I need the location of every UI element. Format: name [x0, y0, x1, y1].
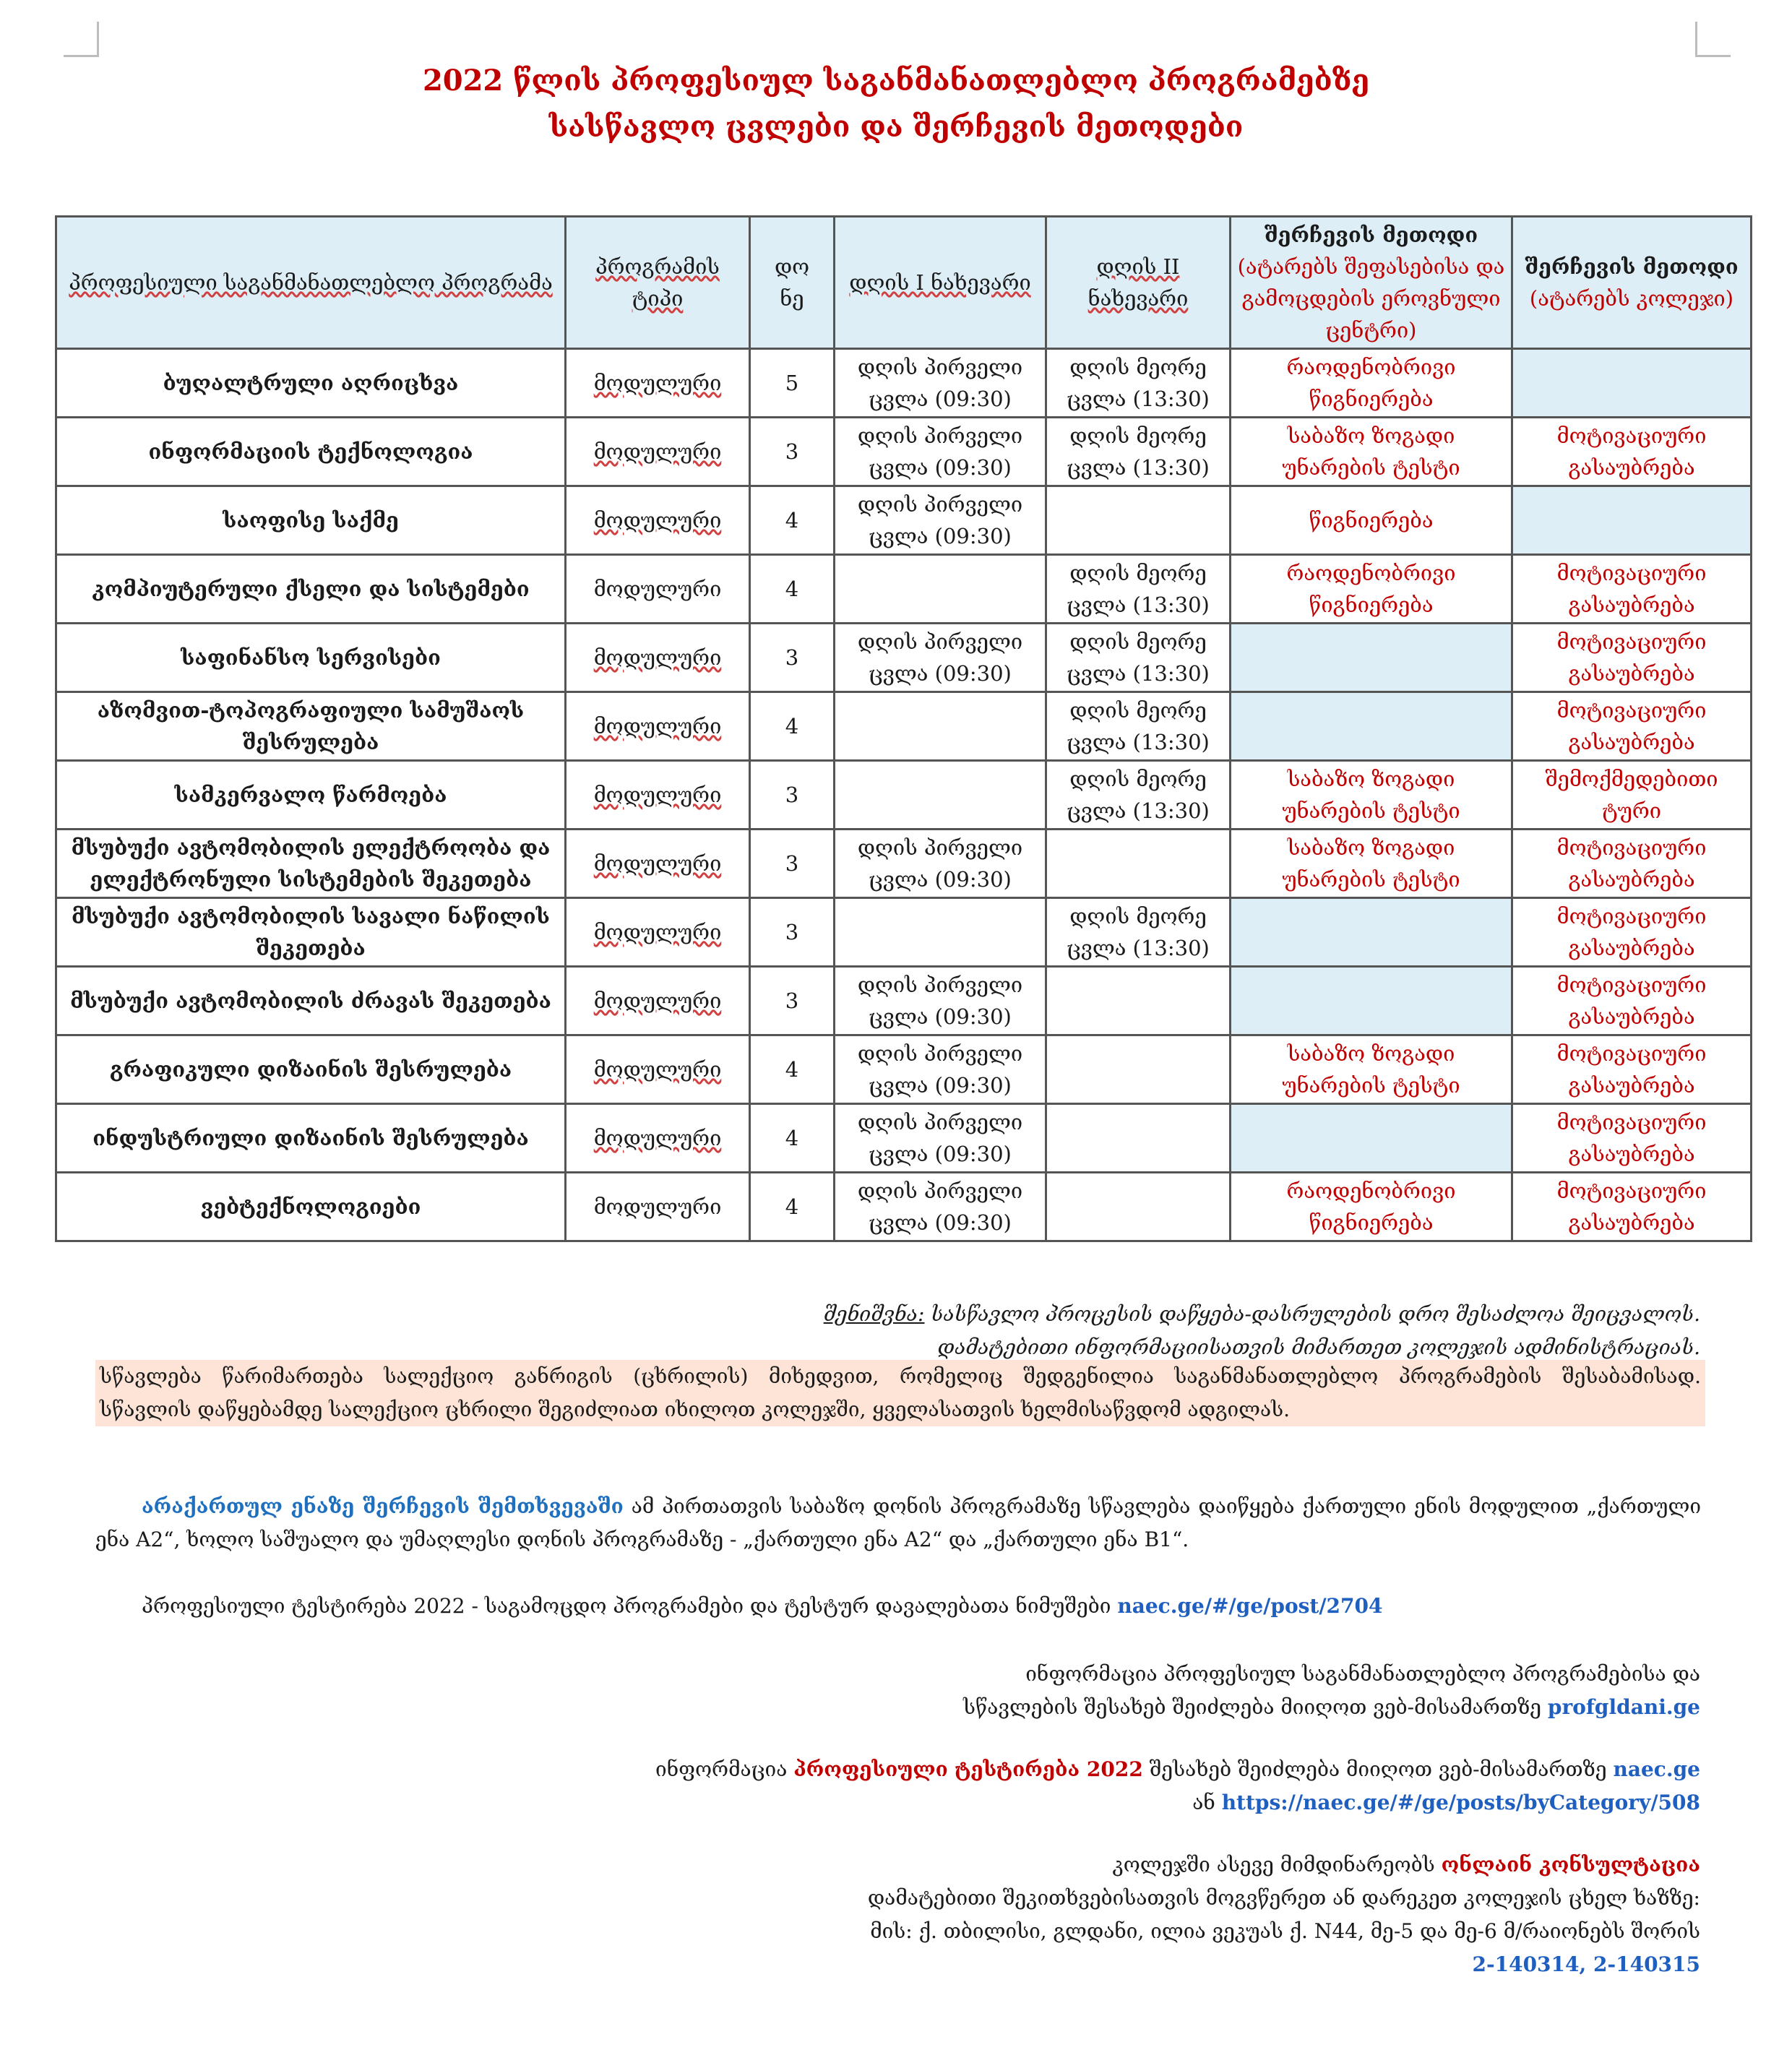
cell-level [750, 830, 835, 898]
testing-info-pre: ინფორმაცია [655, 1757, 794, 1781]
cell-half2 [1046, 624, 1231, 692]
header-method-college [1512, 217, 1752, 349]
cell-method-college-text: მოტივაციური გასაუბრება [1556, 698, 1707, 754]
cell-type [566, 830, 750, 898]
cell-level-text: 3 [785, 851, 799, 876]
consult-pre: კოლეჯში ასევე მიმდინარეობს [1112, 1853, 1442, 1877]
cell-half1 [835, 1035, 1046, 1104]
header-method-naec-title: შერჩევის მეთოდი [1264, 223, 1478, 247]
cell-type [566, 418, 750, 486]
cell-method-naec-text: საბაზო ზოგადი უნარების ტესტი [1282, 423, 1460, 480]
cell-program-text: ინდუსტრიული დიზაინის შესრულება [92, 1126, 529, 1150]
cell-level-text: 4 [785, 1194, 799, 1219]
header-level [750, 217, 835, 349]
cell-type [566, 624, 750, 692]
cell-program-text: მსუბუქი ავტომობილის ელექტროობა და ელექტრონული სისტემების შეკეთება [71, 835, 551, 892]
cell-program-text: სამკერვალო წარმოება [174, 783, 447, 807]
note-label: შენიშვნა: [823, 1302, 925, 1326]
cell-program [56, 624, 566, 692]
cell-method-naec-text: საბაზო ზოგადი უნარების ტესტი [1282, 835, 1460, 892]
cell-half2 [1046, 692, 1231, 761]
header-half2 [1046, 217, 1231, 349]
cell-half1 [835, 967, 1046, 1035]
note-block [38, 1298, 1700, 1364]
title-line-2: სასწავლო ცვლები და შერჩევის მეთოდები [548, 110, 1244, 144]
cell-program [56, 967, 566, 1035]
cell-half1-text: დღის პირველი ცვლა (09:30) [857, 492, 1023, 548]
page-corner-mark-right [1695, 22, 1731, 57]
cell-level [750, 1035, 835, 1104]
title-line-1: 2022 წლის პროფესიულ საგანმანათლებლო პროგრამებზე [422, 64, 1370, 98]
cell-method-naec [1231, 967, 1512, 1035]
cell-program [56, 692, 566, 761]
cell-level [750, 486, 835, 555]
cell-half1-text: დღის პირველი ცვლა (09:30) [857, 423, 1023, 480]
header-program-label: პროფესიული საგანმანათლებლო პროგრამა [69, 270, 553, 295]
header-half1 [835, 217, 1046, 349]
cell-type-text: მოდულური [593, 1126, 722, 1150]
table-row [56, 761, 1752, 830]
cell-level [750, 555, 835, 624]
cell-level-text: 3 [785, 988, 799, 1013]
cell-type [566, 349, 750, 418]
cell-half2-text: დღის მეორე ცვლა (13:30) [1067, 698, 1210, 754]
cell-half2-text: დღის მეორე ცვლა (13:30) [1067, 904, 1210, 960]
testing-info-bold: პროფესიული ტესტირება 2022 [793, 1757, 1143, 1781]
header-type-label: პროგრამის ტიპი [595, 254, 720, 311]
cell-type-text: მოდულური [593, 920, 722, 944]
cell-level-text: 3 [785, 439, 799, 464]
cell-method-college-text: მოტივაციური გასაუბრება [1556, 423, 1707, 480]
cell-method-naec [1231, 418, 1512, 486]
header-level-label: დონე [774, 254, 810, 311]
table-row [56, 692, 1752, 761]
cell-type [566, 1035, 750, 1104]
cell-method-college-text: შემოქმედებითი ტური [1545, 767, 1718, 823]
cell-half1-text: დღის პირველი ცვლა (09:30) [857, 835, 1023, 892]
cell-type [566, 486, 750, 555]
cell-half1-text: დღის პირველი ცვლა (09:30) [857, 1179, 1023, 1235]
cell-method-naec [1231, 898, 1512, 967]
cell-method-college [1512, 349, 1752, 418]
cell-program-text: ინფორმაციის ტექნოლოგია [148, 439, 473, 464]
cell-half2 [1046, 349, 1231, 418]
cell-half1-text: დღის პირველი ცვლა (09:30) [857, 629, 1023, 686]
cell-level-text: 4 [785, 1057, 799, 1082]
cell-half2 [1046, 830, 1231, 898]
testing-link[interactable]: naec.ge/#/ge/post/2704 [1117, 1594, 1383, 1618]
testing-info-mid: შესახებ შეიძლება მიიღოთ ვებ-მისამართზე [1142, 1757, 1614, 1781]
cell-method-college-text: მოტივაციური გასაუბრება [1556, 1179, 1707, 1235]
cell-method-naec [1231, 1104, 1512, 1173]
language-text: ამ პირთათვის საბაზო დონის პროგრამაზე სწავლება დაიწყება ქართული ენის მოდულით „ქართული ენა A2“, ხოლო საშუალო და უმაღლესი დონის პროგრამაზე - „ქართული ენა A2“ და „ქართული ენა B1“. [95, 1494, 1701, 1551]
table-row [56, 1104, 1752, 1173]
note-line-2: დამატებითი ინფორმაციისათვის მიმართეთ კოლეჯის ადმინისტრაციას. [937, 1335, 1700, 1359]
cell-half1-text: დღის პირველი ცვლა (09:30) [857, 973, 1023, 1029]
program-info-block [38, 1658, 1700, 1724]
cell-half2 [1046, 486, 1231, 555]
cell-program [56, 486, 566, 555]
contact-block [38, 1848, 1700, 1981]
cell-method-college [1512, 555, 1752, 624]
cell-half2 [1046, 898, 1231, 967]
cell-level [750, 1173, 835, 1241]
naec-link[interactable]: naec.ge [1613, 1757, 1700, 1781]
cell-method-college [1512, 1104, 1752, 1173]
cell-half2-text: დღის მეორე ცვლა (13:30) [1067, 629, 1210, 686]
cell-program [56, 555, 566, 624]
table-row [56, 1173, 1752, 1241]
cell-level-text: 3 [785, 920, 799, 944]
cell-half1-text: დღის პირველი ცვლა (09:30) [857, 355, 1023, 411]
consult-bold: ონლაინ კონსულტაცია [1441, 1853, 1700, 1877]
cell-half1 [835, 418, 1046, 486]
table-row [56, 418, 1752, 486]
cell-program [56, 1104, 566, 1173]
cell-type [566, 555, 750, 624]
cell-type-text: მოდულური [593, 577, 722, 601]
cell-method-naec-text: საბაზო ზოგადი უნარების ტესტი [1282, 767, 1460, 823]
table-row [56, 898, 1752, 967]
cell-half2 [1046, 418, 1231, 486]
cell-program [56, 418, 566, 486]
cell-method-naec [1231, 624, 1512, 692]
cell-method-naec [1231, 830, 1512, 898]
header-method-college-title: შერჩევის მეთოდი [1525, 254, 1739, 279]
table-row [56, 967, 1752, 1035]
cell-level-text: 4 [785, 508, 799, 533]
table-row [56, 624, 1752, 692]
cell-level [750, 349, 835, 418]
cell-method-college [1512, 486, 1752, 555]
table-row [56, 349, 1752, 418]
cell-method-naec [1231, 349, 1512, 418]
testing-info-block [38, 1753, 1700, 1819]
cell-half2 [1046, 555, 1231, 624]
cell-program-text: ვებტექნოლოგიები [200, 1194, 421, 1219]
cell-method-naec [1231, 1035, 1512, 1104]
page-corner-mark-left [64, 22, 99, 57]
cell-program [56, 1173, 566, 1241]
table-header-row [56, 217, 1752, 349]
cell-half2-text: დღის მეორე ცვლა (13:30) [1067, 423, 1210, 480]
cell-level [750, 967, 835, 1035]
cell-method-naec-text: რაოდენობრივი წიგნიერება [1286, 355, 1456, 411]
note-line-1: სასწავლო პროცესის დაწყება-დასრულების დრო შესაძლოა შეიცვალოს. [924, 1302, 1700, 1326]
cell-level-text: 4 [785, 714, 799, 738]
cell-method-college [1512, 1173, 1752, 1241]
header-program [56, 217, 566, 349]
program-info-line-1: ინფორმაცია პროფესიულ საგანმანათლებლო პროგრამებისა და [1025, 1662, 1700, 1686]
cell-level-text: 5 [785, 371, 799, 395]
cell-half1 [835, 349, 1046, 418]
testing-line [142, 1590, 1383, 1623]
cell-method-college [1512, 624, 1752, 692]
cell-half1 [835, 555, 1046, 624]
header-method-naec-note: (ატარებს შეფასებისა და გამოცდების ეროვნული ცენტრი) [1237, 254, 1505, 342]
cell-program [56, 830, 566, 898]
cell-method-college [1512, 418, 1752, 486]
cell-program-text: კომპიუტერული ქსელი და სისტემები [92, 577, 530, 601]
cell-program-text: ბუღალტრული აღრიცხვა [163, 371, 459, 395]
cell-method-naec-text: საბაზო ზოგადი უნარების ტესტი [1282, 1041, 1460, 1098]
cell-method-naec-text: რაოდენობრივი წიგნიერება [1286, 561, 1456, 617]
cell-type [566, 1173, 750, 1241]
cell-half2 [1046, 1173, 1231, 1241]
table-row [56, 486, 1752, 555]
cell-program [56, 761, 566, 830]
cell-method-naec-text: რაოდენობრივი წიგნიერება [1286, 1179, 1456, 1235]
cell-half2 [1046, 1104, 1231, 1173]
cell-type-text: მოდულური [593, 1194, 722, 1219]
cell-half1 [835, 1173, 1046, 1241]
cell-program-text: მსუბუქი ავტომობილის ძრავას შეკეთება [70, 988, 551, 1013]
cell-level-text: 3 [785, 783, 799, 807]
cell-method-naec-text: წიგნიერება [1309, 508, 1434, 533]
schedule-info-line-1: სწავლება წარიმართება სალექციო განრიგის (ცხრილის) მიხედვით, რომელიც შედგენილია საგანმანათლებლო პროგრამების შესაბამისად. [100, 1364, 1701, 1388]
table-row [56, 1035, 1752, 1104]
cell-method-college-text: მოტივაციური გასაუბრება [1556, 904, 1707, 960]
header-method-naec [1231, 217, 1512, 349]
cell-method-college-text: მოტივაციური გასაუბრება [1556, 835, 1707, 892]
cell-type-text: მოდულური [593, 851, 722, 876]
cell-type [566, 967, 750, 1035]
cell-level [750, 1104, 835, 1173]
schedule-info-box [95, 1360, 1705, 1426]
cell-program-text: საფინანსო სერვისები [181, 645, 441, 670]
cell-type-text: მოდულური [593, 1057, 722, 1082]
cell-level-text: 4 [785, 1126, 799, 1150]
cell-program-text: გრაფიკული დიზაინის შესრულება [109, 1057, 512, 1082]
cell-program-text: საოფისე საქმე [223, 508, 399, 533]
cell-type-text: მოდულური [593, 783, 722, 807]
cell-half1 [835, 692, 1046, 761]
cell-method-college [1512, 967, 1752, 1035]
cell-level-text: 4 [785, 577, 799, 601]
cell-method-naec [1231, 692, 1512, 761]
cell-program [56, 1035, 566, 1104]
schedule-info-line-2: სწავლის დაწყებამდე სალექციო ცხრილი შეგიძლიათ იხილოთ კოლეჯში, ყველასათვის ხელმისაწვდომ ადგილას. [100, 1397, 1291, 1421]
header-method-college-note: (ატარებს კოლეჯი) [1529, 286, 1734, 311]
cell-method-college [1512, 898, 1752, 967]
cell-type-text: მოდულური [593, 988, 722, 1013]
cell-half2 [1046, 1035, 1231, 1104]
contact-line: დამატებითი შეკითხვებისათვის მოგვწერეთ ან დარეკეთ კოლეჯის ცხელ ხაზზე: [867, 1886, 1700, 1910]
cell-half1-text: დღის პირველი ცვლა (09:30) [857, 1041, 1023, 1098]
cell-type-text: მოდულური [593, 714, 722, 738]
cell-half1 [835, 624, 1046, 692]
cell-type [566, 1104, 750, 1173]
cell-type [566, 761, 750, 830]
language-highlight: არაქართულ ენაზე შერჩევის შემთხვევაში [142, 1494, 624, 1518]
cell-method-naec [1231, 761, 1512, 830]
cell-program [56, 898, 566, 967]
cell-type [566, 692, 750, 761]
language-paragraph [95, 1490, 1701, 1556]
cell-half2-text: დღის მეორე ცვლა (13:30) [1067, 355, 1210, 411]
cell-method-college-text: მოტივაციური გასაუბრება [1556, 561, 1707, 617]
phone-numbers: 2-140314, 2-140315 [1472, 1952, 1700, 1976]
table-row [56, 555, 1752, 624]
cell-level [750, 418, 835, 486]
cell-level [750, 898, 835, 967]
header-type [566, 217, 750, 349]
cell-half2-text: დღის მეორე ცვლა (13:30) [1067, 767, 1210, 823]
cell-program-text: აზომვით-ტოპოგრაფიული სამუშაოს შესრულება [97, 698, 525, 754]
programs-table [55, 215, 1752, 1242]
cell-method-college-text: მოტივაციური გასაუბრება [1556, 1110, 1707, 1166]
cell-half1 [835, 761, 1046, 830]
cell-half2-text: დღის მეორე ცვლა (13:30) [1067, 561, 1210, 617]
cell-half2 [1046, 967, 1231, 1035]
cell-method-college [1512, 761, 1752, 830]
cell-half1 [835, 898, 1046, 967]
cell-half1-text: დღის პირველი ცვლა (09:30) [857, 1110, 1023, 1166]
cell-type-text: მოდულური [593, 439, 722, 464]
cell-type-text: მოდულური [593, 371, 722, 395]
cell-type-text: მოდულური [593, 508, 722, 533]
cell-method-college-text: მოტივაციური გასაუბრება [1556, 973, 1707, 1029]
table-row [56, 830, 1752, 898]
cell-half1 [835, 1104, 1046, 1173]
cell-level-text: 3 [785, 645, 799, 670]
cell-method-college-text: მოტივაციური გასაუბრება [1556, 1041, 1707, 1098]
cell-type-text: მოდულური [593, 645, 722, 670]
cell-half1 [835, 486, 1046, 555]
cell-type [566, 898, 750, 967]
program-info-line-2: სწავლების შესახებ შეიძლება მიიღოთ ვებ-მისამართზე [963, 1695, 1548, 1719]
header-half1-label: დღის I ნახევარი [849, 270, 1031, 295]
header-half2-label: დღის II ნახევარი [1087, 254, 1189, 311]
cell-method-naec [1231, 555, 1512, 624]
cell-level [750, 692, 835, 761]
cell-program [56, 349, 566, 418]
address-line: მის: ქ. თბილისი, გლდანი, ილია ვეკუას ქ. N44, მე-5 და მე-6 მ/რაიონებს შორის [870, 1919, 1700, 1943]
testing-text: პროფესიული ტესტირება 2022 - საგამოცდო პროგრამები და ტესტურ დავალებათა ნიმუშები [142, 1594, 1118, 1618]
cell-program-text: მსუბუქი ავტომობილის სავალი ნაწილის შეკეთება [72, 904, 550, 960]
cell-level [750, 761, 835, 830]
testing-info-or: ან [1192, 1791, 1222, 1814]
cell-half2 [1046, 761, 1231, 830]
cell-method-college [1512, 692, 1752, 761]
cell-method-college [1512, 1035, 1752, 1104]
naec-category-link[interactable]: https://naec.ge/#/ge/posts/byCategory/508 [1221, 1791, 1700, 1814]
cell-half1 [835, 830, 1046, 898]
cell-method-college-text: მოტივაციური გასაუბრება [1556, 629, 1707, 686]
cell-level [750, 624, 835, 692]
document-title [0, 58, 1792, 150]
cell-method-naec [1231, 486, 1512, 555]
cell-method-college [1512, 830, 1752, 898]
cell-method-naec [1231, 1173, 1512, 1241]
profgldani-link[interactable]: profgldani.ge [1547, 1695, 1700, 1719]
